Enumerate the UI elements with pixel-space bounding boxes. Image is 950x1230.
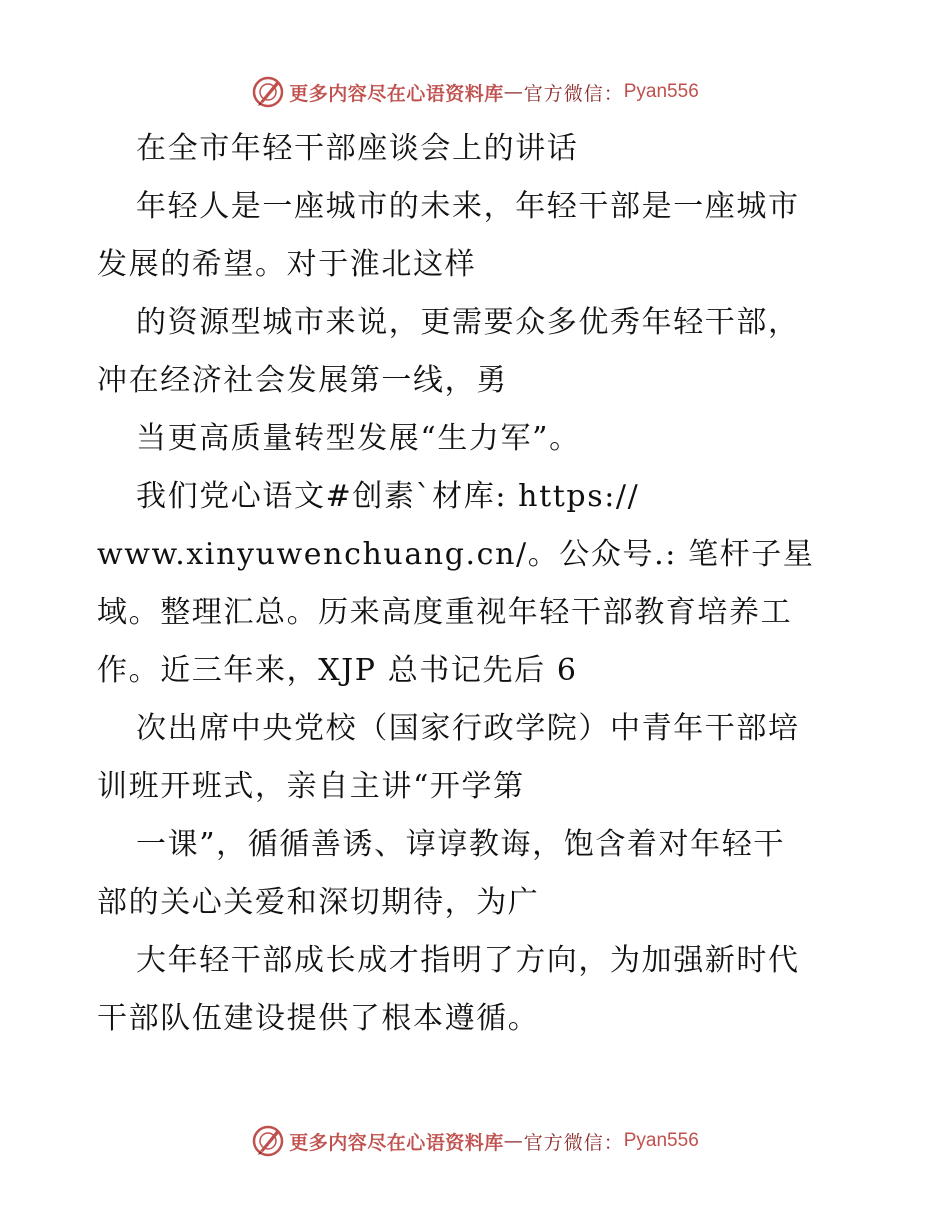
quill-logo-icon <box>251 75 285 109</box>
text-line: 干部队伍建设提供了根本遵循。 <box>97 1001 540 1036</box>
text-line: 次出席中央党校（国家行政学院）中青年干部培 <box>136 711 800 746</box>
banner-dash: — <box>503 1130 524 1152</box>
text-line: 训班开班式，亲自主讲“开学第 <box>97 769 525 804</box>
wechat-id: Pyan556 <box>623 81 699 102</box>
paragraph-lines <box>97 178 857 1048</box>
text-line: 部的关心关爱和深切期待，为广 <box>97 885 540 920</box>
text-line: 一课”，循循善诱、谆谆教诲，饱含着对年轻干 <box>136 827 785 862</box>
document-body <box>97 120 857 1048</box>
quill-logo-icon <box>251 1124 285 1158</box>
document-title: 在全市年轻干部座谈会上的讲话 <box>136 131 579 166</box>
wechat-label: 官方微信： <box>523 1131 624 1154</box>
promo-text: 更多内容尽在心语资料库 <box>289 82 504 105</box>
text-line: 作。近三年来，XJP 总书记先后 6 <box>97 653 578 688</box>
header-banner <box>0 72 950 112</box>
text-line: 大年轻干部成长成才指明了方向，为加强新时代 <box>136 943 800 978</box>
text-line: 的资源型城市来说，更需要众多优秀年轻干部， <box>136 305 800 340</box>
text-line: 冲在经济社会发展第一线，勇 <box>97 363 508 398</box>
wechat-label: 官方微信： <box>523 82 624 105</box>
text-line: www.xinyuwenchuang.cn/。公众号.: 笔杆子星 <box>97 537 815 572</box>
text-line: 当更高质量转型发展“生力军”。 <box>136 421 581 456</box>
banner-dash: — <box>503 81 524 103</box>
text-line: 年轻人是一座城市的未来，年轻干部是一座城市 <box>136 189 800 224</box>
footer-banner <box>0 1121 950 1161</box>
wechat-id: Pyan556 <box>623 1130 699 1151</box>
text-line: 域。整理汇总。历来高度重视年轻干部教育培养工 <box>97 595 793 630</box>
text-line: 发展的希望。对于淮北这样 <box>97 247 477 282</box>
promo-text: 更多内容尽在心语资料库 <box>289 1131 504 1154</box>
text-line: 我们党心语文#创素`材库: https:// <box>136 479 640 514</box>
